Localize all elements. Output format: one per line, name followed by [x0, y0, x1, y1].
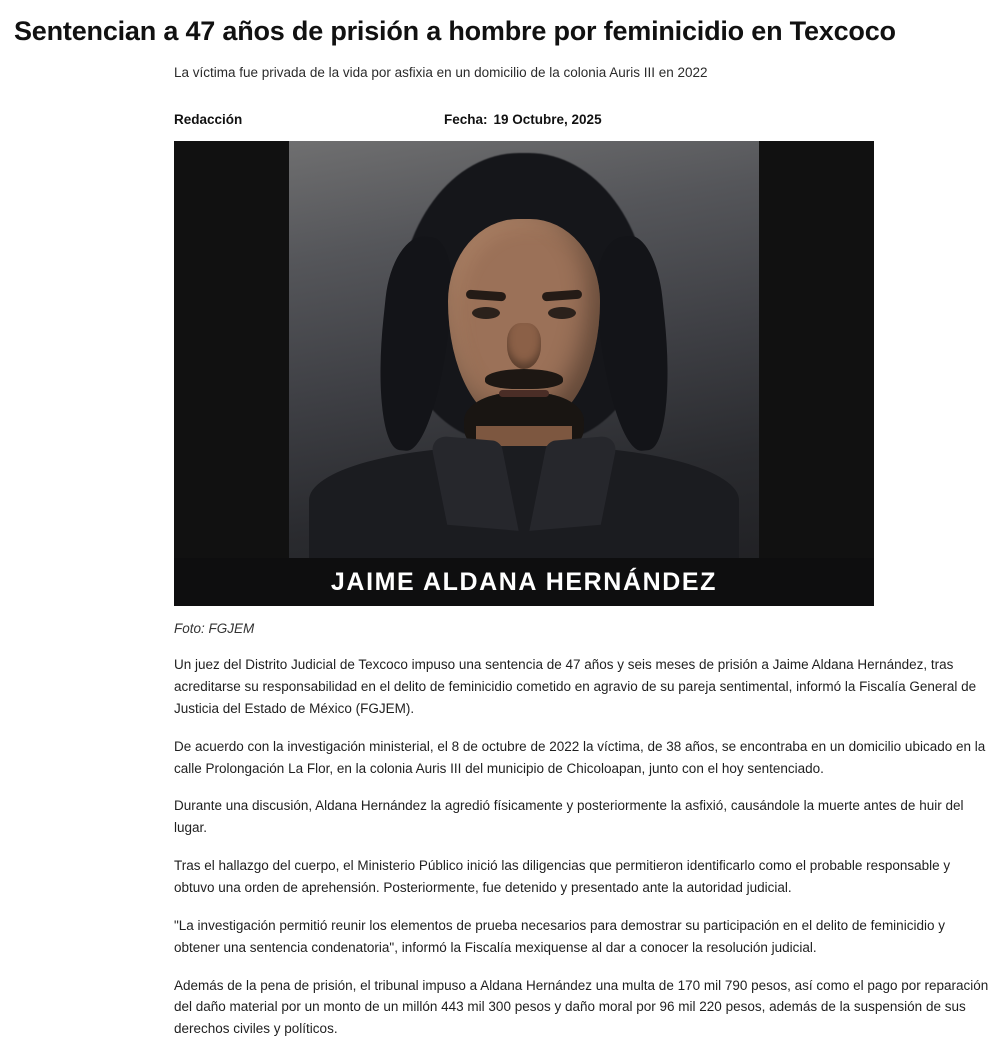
article-paragraph: Durante una discusión, Aldana Hernández la agredió físicamente y posteriormente la asfixió, causándole la muerte antes de huir del lugar. — [174, 798, 964, 836]
photo-name-band — [174, 558, 874, 606]
article-photo — [174, 141, 874, 606]
photo-portrait — [289, 141, 759, 606]
byline-author: Redacción — [174, 112, 243, 128]
article-paragraph: "La investigación permitió reunir los elementos de prueba necesarios para demostrar su participación en el delito de feminicidio y obtener una sentencia condenatoria", informó la Fiscalía mexiquense al dar a conocer la resolución judicial. — [174, 917, 945, 955]
article-paragraph: De acuerdo con la investigación ministerial, el 8 de octubre de 2022 la víctima, de 38 años, se encontraba en un domicilio ubicado en la calle Prolongación La Flor, en la colonia Auris III del municipio de Chicoloapan, junto con el hoy sentenciado. — [174, 738, 986, 776]
portrait-eye-right — [548, 307, 576, 319]
article-paragraph: Tras el hallazgo del cuerpo, el Ministerio Público inició las diligencias que permitieron identificarlo como el probable responsable y obtuvo una orden de aprehensión. Posteriormente, fue detenido y presentado ante la autoridad judicial. — [174, 858, 951, 895]
article-text — [174, 654, 989, 1040]
portrait-mouth — [499, 390, 549, 397]
portrait-eye-left — [472, 307, 500, 319]
article-paragraph: Un juez del Distrito Judicial de Texcoco impuso una sentencia de 47 años y seis meses de prisión a Jaime Aldana Hernández, tras acreditarse su responsabilidad en el delito de feminicidio cometido en agravio de su pareja sentimental, informó la Fiscalía General de Justicia del Estado de México (FGJEM). — [174, 657, 977, 716]
byline-date-value: 19 Octubre, 2025 — [493, 112, 602, 128]
photo-caption: Foto: FGJEM — [174, 621, 255, 637]
page-title: Sentencian a 47 años de prisión a hombre por feminicidio en Texcoco — [14, 16, 896, 46]
article-subhead: La víctima fue privada de la vida por asfixia en un domicilio de la colonia Auris III en 2022 — [174, 64, 708, 80]
article-paragraph: Además de la pena de prisión, el tribunal impuso a Aldana Hernández una multa de 170 mil 790 pesos, así como el pago por reparación del daño material por un monto de un millón 443 mil 300 pesos y daño moral por 96 mil 220 pesos, además de la suspensión de sus derechos civiles y políticos. — [174, 977, 989, 1037]
byline-date-label: Fecha: — [444, 112, 488, 128]
photo-name-text: JAIME ALDANA HERNÁNDEZ — [330, 567, 718, 596]
portrait-mustache — [485, 369, 563, 389]
byline — [174, 112, 989, 127]
article-body-column — [174, 64, 989, 1040]
portrait-nose — [507, 323, 541, 369]
